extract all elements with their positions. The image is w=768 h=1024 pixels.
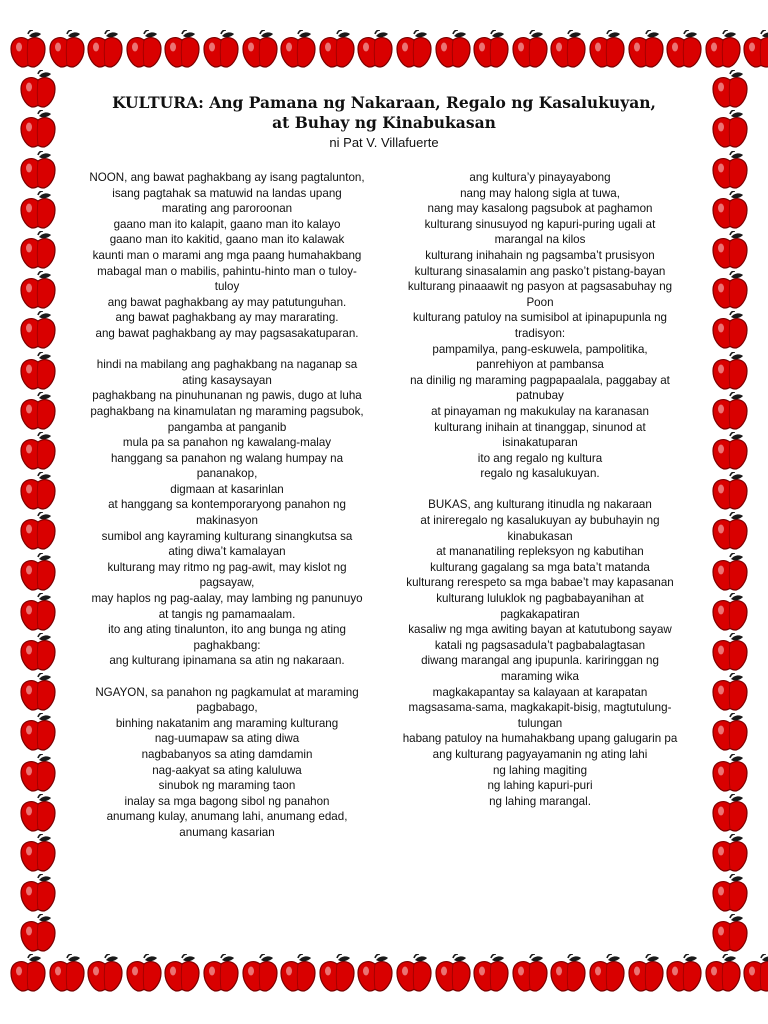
red-apple-icon bbox=[587, 954, 627, 994]
red-apple-icon bbox=[18, 271, 58, 311]
poem-line: BUKAS, ang kulturang itinudla ng nakaraan bbox=[428, 498, 652, 512]
red-apple-icon bbox=[124, 30, 164, 70]
red-apple-icon bbox=[394, 954, 434, 994]
poem-line: maraming wika bbox=[501, 670, 579, 683]
red-apple-icon bbox=[548, 30, 588, 70]
red-apple-icon bbox=[510, 954, 550, 994]
poem-line: nang may kasalong pagsubok at paghamon bbox=[427, 202, 653, 216]
poem-left-column bbox=[77, 170, 377, 841]
poem-line: regalo ng kasalukuyan. bbox=[480, 467, 600, 481]
poem-line: kulturang may ritmo ng pag-awit, may kislot ng bbox=[107, 560, 347, 574]
poem-line: digmaan at kasarinlan bbox=[170, 482, 284, 496]
red-apple-icon bbox=[710, 271, 750, 311]
red-apple-icon bbox=[18, 311, 58, 351]
red-apple-icon bbox=[278, 954, 318, 994]
poem-title bbox=[90, 93, 678, 133]
red-apple-icon bbox=[201, 30, 241, 70]
poem-line: may haplos ng pag-aalay, may lambing ng panunuyo bbox=[91, 592, 363, 606]
poem-line: na dinilig ng maraming pagpapaalala, paggabay at bbox=[410, 373, 670, 387]
poem-line: at mananatiling repleksyon ng kabutihan bbox=[436, 545, 644, 559]
poem-line: hindi na mabilang ang paghakbang na naganap sa bbox=[96, 358, 358, 372]
poem-line: pangamba at panganib bbox=[167, 420, 287, 434]
poem-line: anumang kulay, anumang lahi, anumang edad, bbox=[106, 810, 348, 824]
poem-line: patnubay bbox=[516, 389, 564, 403]
red-apple-icon bbox=[710, 754, 750, 794]
poem-line: at tangis ng pamamaalam. bbox=[158, 607, 296, 621]
red-apple-icon bbox=[433, 954, 473, 994]
poem-line: paghakbang na pinuhunanan ng pawis, dugo at luha bbox=[92, 389, 362, 403]
red-apple-icon bbox=[710, 311, 750, 351]
red-apple-icon bbox=[710, 472, 750, 512]
poem-line: katali ng pagsasadula’t pagbabalagtasan bbox=[434, 638, 646, 652]
red-apple-icon bbox=[471, 954, 511, 994]
poem-line: anumang kasarian bbox=[179, 825, 275, 839]
poem-line: NGAYON, sa panahon ng pagkamulat at maraming bbox=[95, 685, 359, 699]
poem-line: magsasama-sama, magkakapit-bisig, magtutulung- bbox=[408, 701, 672, 715]
poem-line: ng lahing marangal. bbox=[489, 794, 591, 808]
red-apple-icon bbox=[8, 30, 48, 70]
poem-line: mula pa sa panahon ng kawalang-malay bbox=[122, 436, 332, 450]
poem-line: gaano man ito kalapit, gaano man ito kalayo bbox=[113, 217, 341, 231]
red-apple-icon bbox=[18, 633, 58, 673]
red-apple-icon bbox=[18, 553, 58, 593]
red-apple-icon bbox=[47, 954, 87, 994]
red-apple-icon bbox=[18, 754, 58, 794]
poem-line: sinubok ng maraming taon bbox=[158, 779, 296, 793]
red-apple-icon bbox=[18, 231, 58, 271]
poem-line: kasaliw ng mga awiting bayan at katutubong sayaw bbox=[408, 623, 672, 637]
poem-line: at pinayaman ng makukulay na karanasan bbox=[431, 404, 649, 418]
red-apple-icon bbox=[548, 954, 588, 994]
red-apple-icon bbox=[85, 30, 125, 70]
poem-line: kulturang rerespeto sa mga babae’t may kapasanan bbox=[406, 576, 674, 590]
poem-line: ating kasaysayan bbox=[182, 373, 272, 387]
red-apple-icon bbox=[710, 713, 750, 753]
red-apple-icon bbox=[18, 914, 58, 954]
red-apple-icon bbox=[710, 794, 750, 834]
poem-line: kulturang sinusuyod ng kapuri-puring ugali at bbox=[424, 217, 656, 231]
title-line-1: KULTURA: Ang Pamana ng Nakaraan, Regalo ng Kasalukuyan, bbox=[112, 93, 656, 112]
title-line-2: at Buhay ng Kinabukasan bbox=[272, 113, 496, 132]
poem-line: kinabukasan bbox=[507, 529, 573, 543]
poem-line: kulturang inihahain ng pagsamba’t prusisyon bbox=[425, 248, 655, 262]
red-apple-icon bbox=[278, 30, 318, 70]
red-apple-icon bbox=[18, 191, 58, 231]
poem-line: ito ang regalo ng kultura bbox=[477, 451, 603, 465]
poem-line: tulungan bbox=[517, 716, 563, 730]
red-apple-icon bbox=[433, 30, 473, 70]
red-apple-icon bbox=[710, 914, 750, 954]
poem-line: magkakapantay sa kalayaan at karapatan bbox=[432, 685, 648, 699]
poem-line: inalay sa mga bagong sibol ng panahon bbox=[124, 794, 330, 808]
poem-line: ito ang ating tinalunton, ito ang bunga ng ating bbox=[108, 623, 346, 637]
red-apple-icon bbox=[18, 512, 58, 552]
poem-line: ang bawat paghakbang ay may mararating. bbox=[115, 311, 339, 325]
red-apple-icon bbox=[710, 673, 750, 713]
red-apple-icon bbox=[355, 30, 395, 70]
poem-line: pananakop, bbox=[196, 467, 258, 481]
red-apple-icon bbox=[8, 954, 48, 994]
red-apple-icon bbox=[703, 954, 743, 994]
poem-line: tuloy bbox=[214, 280, 240, 294]
poem-line: ating diwa’t kamalayan bbox=[168, 545, 286, 559]
poem-line: marangal na kilos bbox=[494, 233, 586, 247]
red-apple-icon bbox=[703, 30, 743, 70]
red-apple-icon bbox=[85, 954, 125, 994]
poem-line: nag-aakyat sa ating kaluluwa bbox=[152, 763, 302, 777]
red-apple-icon bbox=[710, 151, 750, 191]
poem-line: kulturang inihain at tinanggap, sinunod at bbox=[434, 420, 646, 434]
poem-line: at inireregalo ng kasalukuyan ay bubuhayin ng bbox=[420, 514, 660, 528]
red-apple-icon bbox=[710, 512, 750, 552]
poem-line: habang patuloy na humahakbang upang galugarin pa bbox=[402, 732, 678, 746]
poem-line: paghakbang na kinamulatan ng maraming pagsubok, bbox=[90, 404, 364, 418]
red-apple-icon bbox=[124, 954, 164, 994]
red-apple-icon bbox=[18, 593, 58, 633]
red-apple-icon bbox=[18, 794, 58, 834]
poem-line: tradisyon: bbox=[514, 326, 566, 340]
poem-line: binhing nakatanim ang maraming kulturang bbox=[115, 716, 339, 730]
red-apple-icon bbox=[710, 633, 750, 673]
red-apple-icon bbox=[240, 30, 280, 70]
red-apple-icon bbox=[710, 874, 750, 914]
red-apple-icon bbox=[18, 110, 58, 150]
red-apple-icon bbox=[710, 392, 750, 432]
red-apple-icon bbox=[162, 30, 202, 70]
red-apple-icon bbox=[741, 30, 768, 70]
poem-line: pagbabago, bbox=[196, 701, 258, 715]
red-apple-icon bbox=[710, 231, 750, 271]
red-apple-icon bbox=[471, 30, 511, 70]
red-apple-icon bbox=[510, 30, 550, 70]
red-apple-icon bbox=[664, 954, 704, 994]
red-apple-icon bbox=[664, 30, 704, 70]
poem-right-column bbox=[390, 170, 690, 809]
red-apple-icon bbox=[201, 954, 241, 994]
poem-line: kaunti man o marami ang mga paang humahakbang bbox=[92, 248, 362, 262]
poem-line: kulturang gagalang sa mga bata’t matanda bbox=[430, 560, 650, 574]
poem-line: nagbabanyos sa ating damdamin bbox=[141, 747, 313, 761]
poem-line: ang bawat paghakbang ay may pagsasakatuparan. bbox=[95, 326, 359, 340]
poem-line: ang kulturang ipinamana sa atin ng nakaraan. bbox=[109, 654, 345, 668]
poem-line: nag-uumapaw sa ating diwa bbox=[154, 732, 300, 746]
red-apple-icon bbox=[18, 472, 58, 512]
poem-line: makinasyon bbox=[196, 514, 258, 528]
red-apple-icon bbox=[710, 553, 750, 593]
red-apple-icon bbox=[710, 70, 750, 110]
red-apple-icon bbox=[18, 70, 58, 110]
poem-line: pagkakapatiran bbox=[500, 607, 580, 621]
red-apple-icon bbox=[355, 954, 395, 994]
red-apple-icon bbox=[710, 432, 750, 472]
poem-line: mabagal man o mabilis, pahintu-hinto man o tuloy- bbox=[97, 264, 357, 278]
poem-line: paghakbang: bbox=[193, 638, 261, 652]
red-apple-icon bbox=[710, 110, 750, 150]
poem-line: gaano man ito kakitid, gaano man ito kalawak bbox=[109, 233, 345, 247]
red-apple-icon bbox=[710, 191, 750, 231]
red-apple-icon bbox=[741, 954, 768, 994]
poem-line: kulturang sinasalamin ang pasko’t pistang-bayan bbox=[414, 264, 666, 278]
poem-line: nang may halong sigla at tuwa, bbox=[460, 186, 620, 200]
poem-line: isang pagtahak sa matuwid na landas upang bbox=[112, 186, 342, 200]
stanza-break bbox=[77, 342, 377, 358]
red-apple-icon bbox=[18, 874, 58, 914]
poem-line: pagsayaw, bbox=[199, 576, 255, 590]
poem-line: kulturang patuloy na sumisibol at ipinapupunla ng bbox=[413, 311, 667, 325]
poem-line: pampamilya, pang-eskuwela, pampolitika, bbox=[432, 342, 648, 356]
red-apple-icon bbox=[18, 673, 58, 713]
red-apple-icon bbox=[18, 834, 58, 874]
red-apple-icon bbox=[710, 834, 750, 874]
red-apple-icon bbox=[587, 30, 627, 70]
red-apple-icon bbox=[18, 352, 58, 392]
red-apple-icon bbox=[47, 30, 87, 70]
poem-author: ni Pat V. Villafuerte bbox=[329, 135, 439, 150]
stanza-break bbox=[390, 482, 690, 498]
red-apple-icon bbox=[626, 954, 666, 994]
red-apple-icon bbox=[18, 432, 58, 472]
red-apple-icon bbox=[18, 392, 58, 432]
poem-line: kulturang luluklok ng pagbabayanihan at bbox=[436, 592, 644, 606]
red-apple-icon bbox=[710, 352, 750, 392]
poem-line: ng lahing kapuri-puri bbox=[487, 779, 593, 793]
poem-line: at hanggang sa kontemporaryong panahon ng bbox=[108, 498, 346, 512]
poem-line: ang bawat paghakbang ay may patutunguhan. bbox=[107, 295, 347, 309]
poem-line: sumibol ang kayraming kulturang sinangkutsa sa bbox=[101, 529, 353, 543]
red-apple-icon bbox=[162, 954, 202, 994]
red-apple-icon bbox=[626, 30, 666, 70]
poem-line: Poon bbox=[526, 295, 554, 309]
red-apple-icon bbox=[240, 954, 280, 994]
red-apple-icon bbox=[710, 593, 750, 633]
poem-line: hanggang sa panahon ng walang humpay na bbox=[110, 451, 344, 465]
red-apple-icon bbox=[18, 713, 58, 753]
red-apple-icon bbox=[317, 954, 357, 994]
red-apple-icon bbox=[394, 30, 434, 70]
poem-line: diwang marangal ang ipupunla. kariringgan ng bbox=[421, 654, 659, 668]
poem-line: kulturang pinaaawit ng pasyon at pagsasabuhay ng bbox=[407, 280, 673, 294]
poem-line: panrehiyon at pambansa bbox=[476, 358, 604, 372]
poem-line: ng lahing magiting bbox=[492, 763, 588, 777]
red-apple-icon bbox=[317, 30, 357, 70]
poem-line: ang kultura’y pinayayabong bbox=[469, 171, 611, 184]
poem-line: isinakatuparan bbox=[502, 436, 578, 450]
poem-line: NOON, ang bawat paghakbang ay isang pagtalunton, bbox=[89, 171, 365, 184]
red-apple-icon bbox=[18, 151, 58, 191]
poem-line: marating ang paroroonan bbox=[161, 202, 293, 216]
poem-line: ang kulturang pagyayamanin ng ating lahi bbox=[432, 747, 648, 761]
stanza-break bbox=[77, 669, 377, 685]
